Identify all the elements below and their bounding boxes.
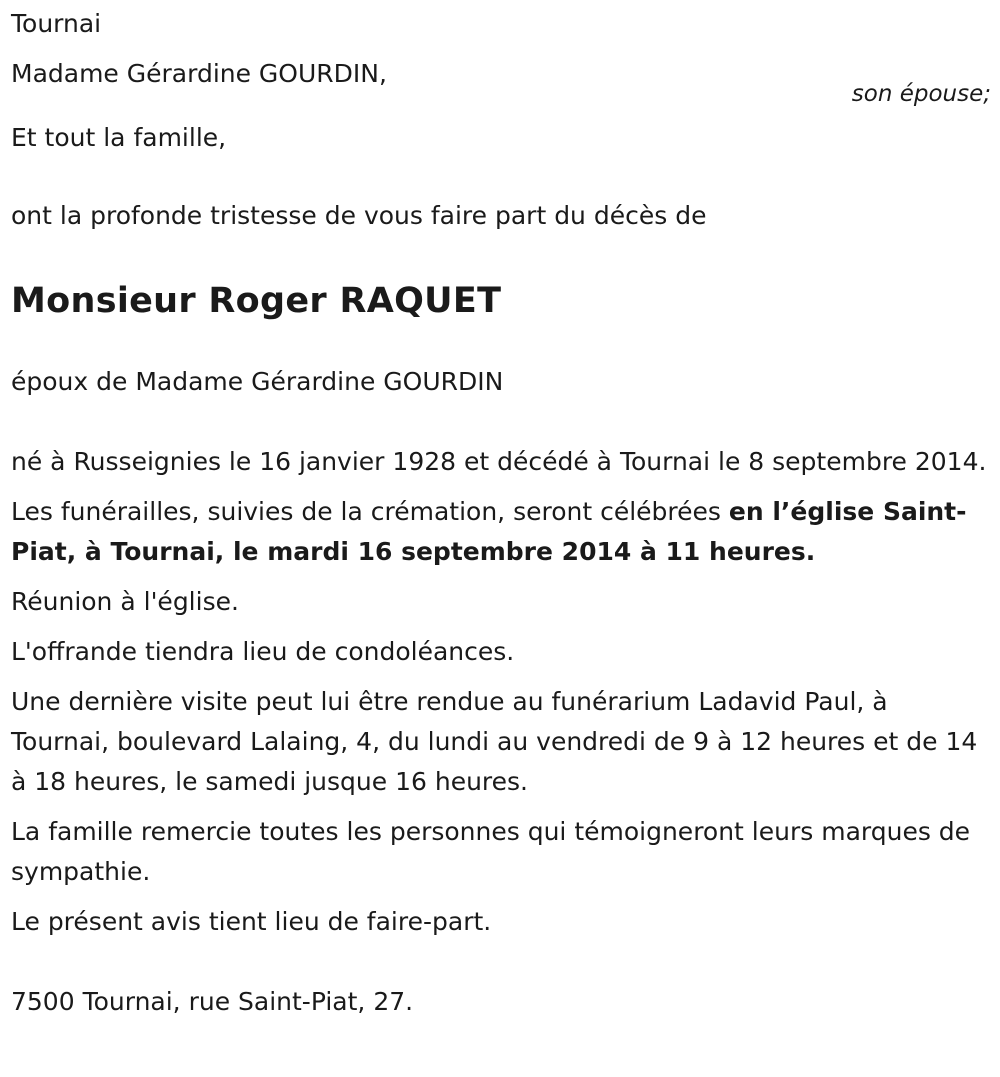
spouse-row — [11, 54, 991, 107]
family-line: Et tout la famille, — [11, 123, 227, 152]
city-heading: Tournai — [11, 9, 102, 38]
funeral-details: en l’église Saint-Piat, à Tournai, le mardi 16 septembre 2014 à 11 heures. — [11, 497, 967, 566]
notice-statement: Le présent avis tient lieu de faire-part. — [11, 907, 492, 936]
meeting-line: Réunion à l'église. — [11, 587, 239, 616]
death-notice — [11, 0, 991, 1022]
birth-death-line: né à Russeignies le 16 janvier 1928 et décédé à Tournai le 8 septembre 2014. — [11, 447, 987, 476]
spouse-of-line: époux de Madame Gérardine GOURDIN — [11, 367, 504, 396]
thanks-paragraph: La famille remercie toutes les personnes qui témoigneront leurs marques de sympathie. — [11, 817, 971, 886]
offering-line: L'offrande tiendra lieu de condoléances. — [11, 637, 515, 666]
announcement-intro: ont la profonde tristesse de vous faire part du décès de — [11, 201, 707, 230]
deceased-name: Monsieur Roger RAQUET — [11, 281, 502, 321]
visit-paragraph: Une dernière visite peut lui être rendue au funérarium Ladavid Paul, à Tournai, boulevard Lalaing, 4, du lundi au vendredi de 9 à 12 heures et de 14 à 18 heures, le samedi jusque 16 heures. — [11, 687, 978, 796]
spouse-name: Madame Gérardine GOURDIN, — [11, 59, 387, 88]
address-line: 7500 Tournai, rue Saint-Piat, 27. — [11, 987, 414, 1016]
spouse-relation: son épouse; — [851, 81, 991, 107]
funeral-intro: Les funérailles, suivies de la crémation, seront célébrées — [11, 497, 729, 526]
funeral-paragraph — [11, 492, 991, 572]
